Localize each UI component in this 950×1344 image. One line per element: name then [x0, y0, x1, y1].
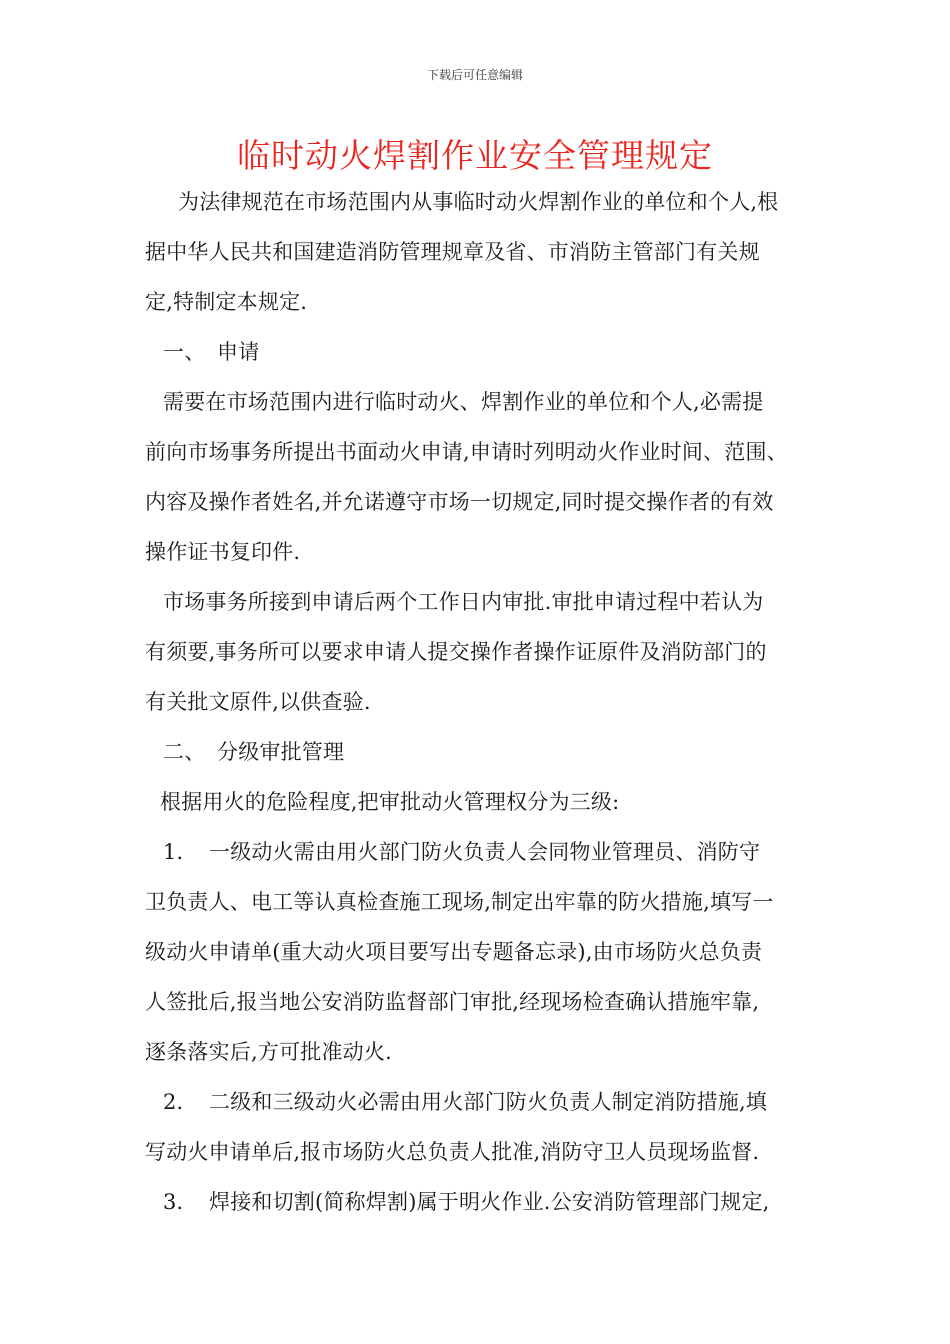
section-number: 一、: [163, 340, 206, 364]
paragraph-line: 定,特制定本规定.: [145, 290, 308, 314]
list-item-line: 一级动火需由用火部门防火负责人会同物业管理员、消防守: [209, 840, 761, 864]
paragraph-line: 前向市场事务所提出书面动火申请,申请时列明动火作业时间、范围、: [145, 440, 788, 464]
paragraph-line: 内容及操作者姓名,并允诺遵守市场一切规定,同时提交操作者的有效: [145, 490, 774, 514]
list-item-line: 级动火申请单(重大动火项目要写出专题备忘录),由市场防火总负责: [145, 940, 763, 964]
list-number: 3．: [163, 1190, 198, 1214]
list-item-line: 人签批后,报当地公安消防监督部门审批,经现场检查确认措施牢靠,: [145, 990, 760, 1014]
list-item-line: 焊接和切割(简称焊割)属于明火作业.公安消防管理部门规定,: [209, 1190, 770, 1214]
list-number: 2．: [163, 1090, 198, 1114]
section-heading: 分级审批管理: [217, 740, 345, 764]
paragraph-line: 据中华人民共和国建造消防管理规章及省、市消防主管部门有关规: [145, 240, 760, 264]
document-title: 临时动火焊割作业安全管理规定: [237, 136, 713, 175]
paragraph-line: 需要在市场范围内进行临时动火、焊割作业的单位和个人,必需提: [163, 390, 764, 414]
paragraph-line: 有关批文原件,以供查验.: [145, 690, 371, 714]
paragraph-line: 根据用火的危险程度,把审批动火管理权分为三级:: [160, 790, 620, 814]
list-item-line: 二级和三级动火必需由用火部门防火负责人制定消防措施,填: [209, 1090, 768, 1114]
list-item-line: 逐条落实后,方可批准动火.: [145, 1040, 392, 1064]
section-number: 二、: [163, 740, 206, 764]
header-note: 下载后可任意编辑: [426, 68, 523, 82]
paragraph-line: 为法律规范在市场范围内从事临时动火焊割作业的单位和个人,根: [178, 190, 779, 214]
paragraph-line: 有须要,事务所可以要求申请人提交操作者操作证原件及消防部门的: [145, 640, 767, 664]
paragraph-line: 操作证书复印件.: [145, 540, 301, 564]
list-item-line: 写动火申请单后,报市场防火总负责人批准,消防守卫人员现场监督.: [145, 1140, 760, 1164]
section-heading: 申请: [217, 340, 260, 364]
list-item-line: 卫负责人、电工等认真检查施工现场,制定出牢靠的防火措施,填写一: [145, 890, 774, 914]
paragraph-line: 市场事务所接到申请后两个工作日内审批.审批申请过程中若认为: [163, 590, 764, 614]
list-number: 1．: [163, 840, 198, 864]
